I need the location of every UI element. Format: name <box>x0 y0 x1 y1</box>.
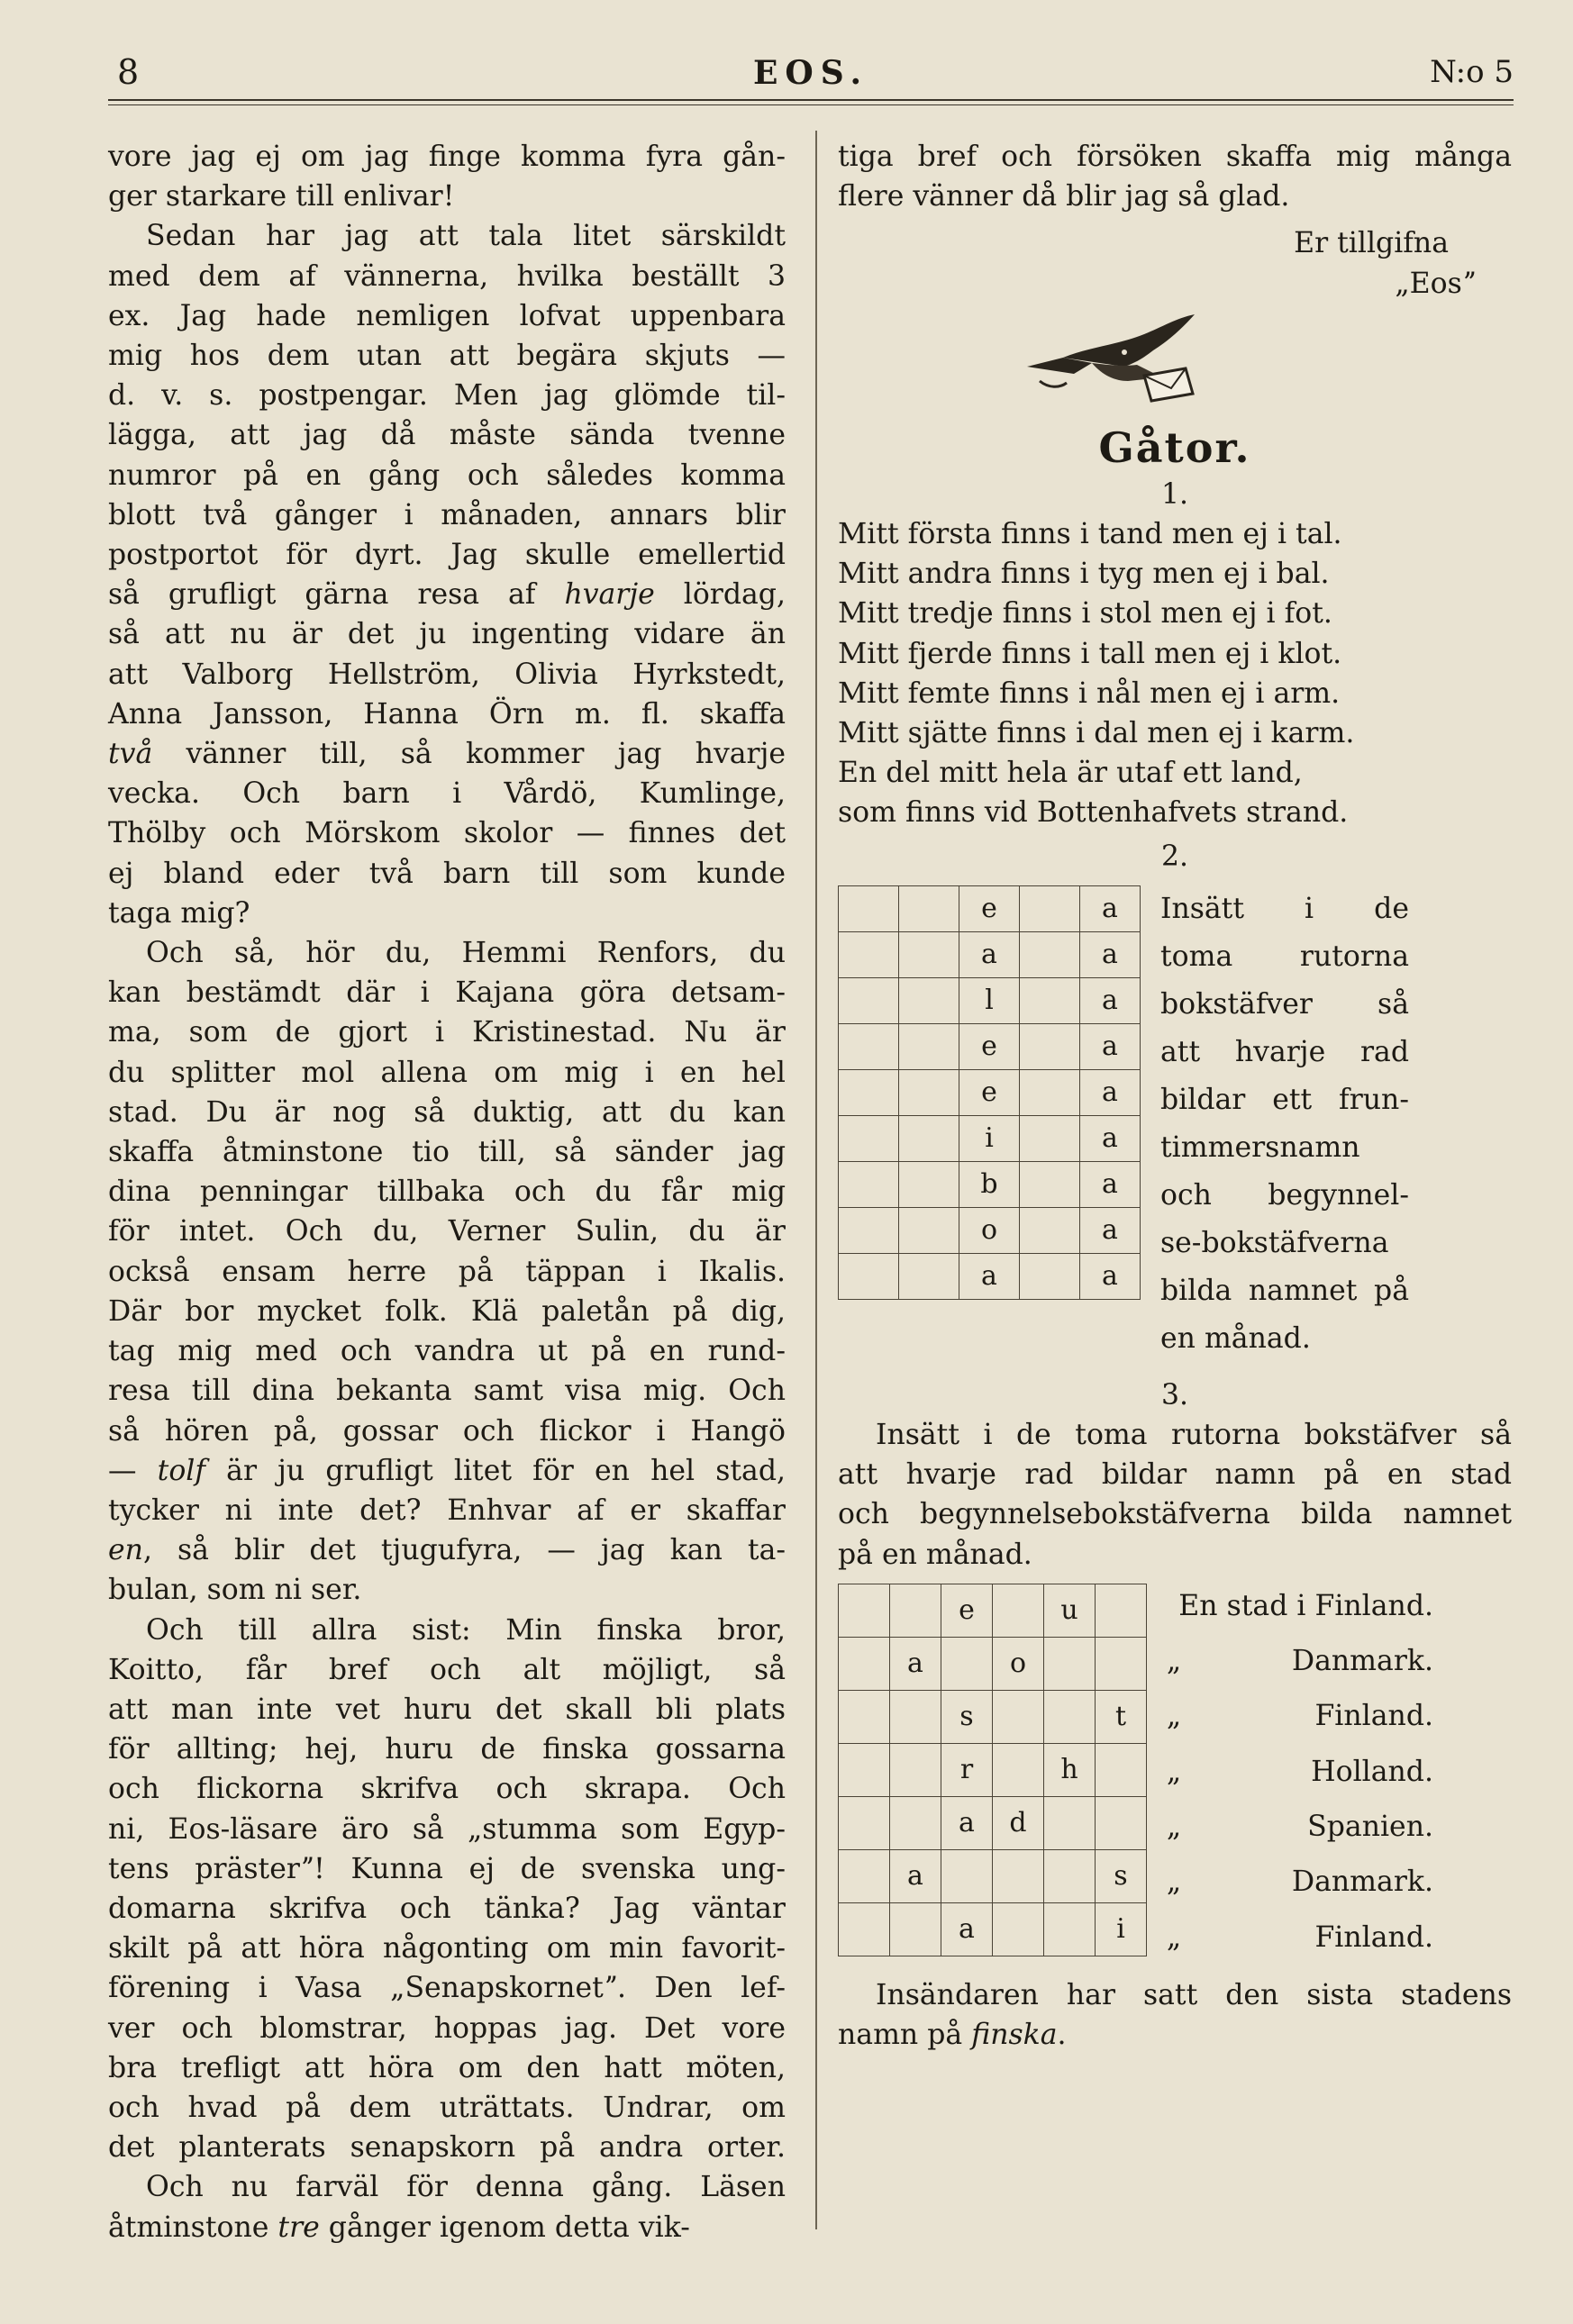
text-line: för allting; hej, huru de finska gossarna <box>108 1733 786 1766</box>
grid-cell: d <box>993 1796 1044 1849</box>
emphasis: en <box>108 1534 143 1567</box>
grid-cell <box>1020 1115 1080 1161</box>
grid-cell <box>839 1584 890 1637</box>
grid-cell <box>1020 1207 1080 1253</box>
text-line: för intet. Och du, Verner Sulin, du är <box>108 1215 786 1248</box>
page-header <box>108 52 1514 97</box>
grid-cell: e <box>941 1584 993 1637</box>
grid-cell: a <box>1080 1253 1141 1299</box>
text-line: så att nu är det ju ingenting vidare än <box>108 618 786 651</box>
grid-cell <box>899 1023 959 1069</box>
country-name: En stad i Finland. <box>1178 1589 1433 1622</box>
text-line: bra trefligt att höra om den hatt möten, <box>108 2051 786 2084</box>
grid-cell <box>993 1849 1044 1902</box>
grid-cell <box>899 977 959 1023</box>
grid-row <box>839 1690 1147 1743</box>
emphasis: tre <box>277 2211 320 2244</box>
grid-cell <box>899 1069 959 1115</box>
text-line: d. v. s. postpengar. Men jag glömde til- <box>108 379 786 413</box>
grid-cell <box>839 977 899 1023</box>
text-line: du splitter mol allena om mig i en hel <box>108 1056 786 1089</box>
grid-row <box>839 1253 1141 1299</box>
text-line: och begynnelsebokstäfverna bilda namnet <box>838 1498 1512 1531</box>
text-line: också ensam herre på täppan i Ikalis. <box>108 1255 786 1288</box>
right-column <box>838 137 1512 2055</box>
grid-cell <box>899 885 959 931</box>
grid-cell <box>1020 1023 1080 1069</box>
riddle-3-instructions <box>838 1415 1512 1575</box>
column-divider <box>815 131 817 2229</box>
text-line: att Valborg Hellström, Olivia Hyrkstedt, <box>108 658 786 691</box>
text-line: med dem af vännerna, hvilka beställt 3 <box>108 259 786 293</box>
text-line: tag mig med och vandra ut på en rund- <box>108 1335 786 1368</box>
grid-cell <box>1044 1796 1096 1849</box>
grid-cell: s <box>1096 1849 1147 1902</box>
grid-row <box>839 1161 1141 1207</box>
text-line: resa till dina bekanta samt visa mig. Och <box>108 1375 786 1408</box>
text-line: taga mig? <box>108 896 250 930</box>
text-line: dina penningar tillbaka och du får mig <box>108 1176 786 1209</box>
signature-greeting: Er tillgifna <box>1294 227 1449 260</box>
grid-cell: o <box>993 1637 1044 1690</box>
grid-cell: b <box>959 1161 1020 1207</box>
grid-cell: a <box>959 1253 1020 1299</box>
text-line: Där bor mycket folk. Klä paletån på dig, <box>108 1294 786 1328</box>
text-line: tiga bref och försöken skaffa mig många <box>838 141 1512 173</box>
ditto-mark: „ <box>1166 1920 1182 1954</box>
riddle-3-labels <box>1156 1584 1433 1970</box>
country-name: Finland. <box>1314 1700 1433 1733</box>
text-line: timmersnamn <box>1160 1130 1360 1164</box>
grid-cell: a <box>1080 1115 1141 1161</box>
city-label <box>1156 1915 1433 1970</box>
grid-cell: a <box>890 1849 941 1902</box>
riddle-1-number: 1. <box>1160 477 1189 511</box>
grid-cell: i <box>1096 1902 1147 1956</box>
grid-cell <box>941 1849 993 1902</box>
riddle-2-instructions <box>1160 885 1409 1363</box>
page-number: 8 <box>117 52 140 92</box>
riddle-line: Mitt fjerde finns i tall men ej i klot. <box>838 637 1342 670</box>
text-line: ej bland eder två barn till som kunde <box>108 857 786 890</box>
text-line: Insätt i de toma rutorna bokstäfver så <box>876 1419 1512 1452</box>
city-label <box>1156 1693 1433 1748</box>
grid-cell <box>839 931 899 977</box>
grid-cell <box>890 1902 941 1956</box>
text-line: tycker ni inte det? Enhvar af er skaffar <box>108 1493 786 1527</box>
city-label <box>1156 1859 1433 1914</box>
text-line: ma, som de gjort i Kristinestad. Nu är <box>108 1016 786 1049</box>
text-line: bildar ett frun- <box>1160 1083 1409 1116</box>
grid-cell: a <box>1080 1023 1141 1069</box>
text-line: Koitto, får bref och alt möjligt, så <box>108 1653 786 1686</box>
text-line: åtminstone tre gånger igenom detta vik- <box>108 2211 690 2244</box>
text-line: och begynnel- <box>1160 1178 1409 1212</box>
text-line: Sedan har jag att tala litet särskildt <box>146 220 786 253</box>
grid-row <box>839 1796 1147 1849</box>
riddle-line: Mitt första finns i tand men ej i tal. <box>838 518 1342 551</box>
text-line: bilda namnet på <box>1160 1274 1409 1307</box>
text-line: — tolf är ju grufligt litet för en hel stad, <box>108 1454 786 1487</box>
text-line: en månad. <box>1160 1321 1311 1355</box>
grid-cell <box>1096 1796 1147 1849</box>
grid-cell <box>890 1584 941 1637</box>
grid-cell <box>839 1023 899 1069</box>
grid-cell <box>890 1690 941 1743</box>
riddle-2-number: 2. <box>1160 840 1189 873</box>
grid-cell <box>1044 1849 1096 1902</box>
grid-cell <box>839 1637 890 1690</box>
grid-cell <box>1044 1637 1096 1690</box>
grid-cell: a <box>941 1796 993 1849</box>
city-label <box>1156 1804 1433 1859</box>
grid-cell <box>839 1796 890 1849</box>
text-line: numror på en gång och således komma <box>108 458 786 492</box>
text-line: flere vänner då blir jag så glad. <box>838 180 1290 213</box>
text-line: och hvad på dem uträttats. Undrar, om <box>108 2091 786 2124</box>
emphasis: tolf <box>157 1454 206 1487</box>
city-label <box>1156 1639 1433 1693</box>
header-rule-thin <box>108 104 1514 105</box>
grid-cell <box>839 1115 899 1161</box>
text-line: se-bokstäfverna <box>1160 1226 1389 1259</box>
grid-row <box>839 977 1141 1023</box>
riddle-3-footer <box>838 1975 1512 2055</box>
grid-row <box>839 1849 1147 1902</box>
grid-cell <box>899 931 959 977</box>
emphasis: finska <box>971 2019 1058 2052</box>
text-line: att man inte vet huru det skall bli plats <box>108 1693 786 1726</box>
riddle-1 <box>838 514 1512 833</box>
grid-cell: a <box>1080 885 1141 931</box>
grid-cell <box>1020 931 1080 977</box>
grid-cell: u <box>1044 1584 1096 1637</box>
grid-cell: i <box>959 1115 1020 1161</box>
text-line: Anna Jansson, Hanna Örn m. fl. skaffa <box>108 697 786 731</box>
grid-cell <box>899 1161 959 1207</box>
grid-row <box>839 1115 1141 1161</box>
grid-cell: a <box>890 1637 941 1690</box>
ditto-mark: „ <box>1166 1811 1182 1844</box>
text-line: ni, Eos-läsare äro så „stumma som Egyp- <box>108 1812 786 1846</box>
text-line: att hvarje rad bildar namn på en stad <box>838 1458 1512 1492</box>
grid-cell <box>899 1115 959 1161</box>
text-line: och flickorna skrifva och skrapa. Och <box>108 1773 786 1806</box>
riddle-line: En del mitt hela är utaf ett land, <box>838 757 1303 790</box>
text-line: Och så, hör du, Hemmi Renfors, du <box>146 937 786 970</box>
riddle-3 <box>838 1584 1512 1970</box>
riddle-line: som finns vid Bottenhafvets strand. <box>838 796 1349 830</box>
riddle-3-number: 3. <box>1160 1378 1189 1412</box>
grid-cell <box>839 1207 899 1253</box>
country-name: Danmark. <box>1291 1645 1433 1678</box>
grid-cell: a <box>1080 977 1141 1023</box>
grid-cell <box>993 1902 1044 1956</box>
grid-cell <box>993 1584 1044 1637</box>
ditto-mark: „ <box>1166 1866 1182 1899</box>
riddle-2-grid <box>838 885 1141 1300</box>
grid-cell: e <box>959 1069 1020 1115</box>
city-label <box>1156 1584 1433 1639</box>
grid-cell <box>1020 1161 1080 1207</box>
grid-cell <box>839 1902 890 1956</box>
country-name: Spanien. <box>1307 1811 1433 1844</box>
text-line: postportot för dyrt. Jag skulle emellertid <box>108 539 786 572</box>
riddle-3-grid <box>838 1584 1147 1956</box>
grid-row <box>839 931 1141 977</box>
grid-cell: a <box>1080 931 1141 977</box>
grid-cell: a <box>959 931 1020 977</box>
text-line: ex. Jag hade nemligen lofvat uppenbara <box>108 299 786 332</box>
grid-cell <box>1020 1253 1080 1299</box>
text-line: vore jag ej om jag finge komma fyra gån- <box>108 141 786 173</box>
grid-row <box>839 1584 1147 1637</box>
grid-cell <box>1096 1584 1147 1637</box>
riddle-line: Mitt sjätte finns i dal men ej i karm. <box>838 717 1355 750</box>
text-line: mig hos dem utan att begära skjuts — <box>108 340 786 373</box>
grid-cell <box>839 885 899 931</box>
publication-title: EOS. <box>752 54 869 92</box>
grid-cell: e <box>959 1023 1020 1069</box>
grid-row <box>839 1902 1147 1956</box>
text-line: en, så blir det tjugufyra, — jag kan ta- <box>108 1534 786 1567</box>
text-line: blott två gånger i månaden, annars blir <box>108 498 786 531</box>
grid-cell: a <box>941 1902 993 1956</box>
text-line: att hvarje rad <box>1160 1035 1409 1068</box>
riddle-line: Mitt femte finns i nål men ej i arm. <box>838 676 1341 710</box>
ditto-mark: „ <box>1166 1700 1182 1733</box>
text-line: skaffa åtminstone tio till, så sänder jag <box>108 1136 786 1169</box>
text-line: stad. Du är nog så duktig, att du kan <box>108 1095 786 1129</box>
letter-ending <box>838 137 1512 216</box>
riddle-line: Mitt tredje finns i stol men ej i fot. <box>838 597 1332 631</box>
grid-cell: l <box>959 977 1020 1023</box>
text-line: förening i Vasa „Senapskornetˮ. Den lef- <box>108 1972 786 2005</box>
grid-cell: r <box>941 1743 993 1796</box>
left-column <box>108 137 786 2247</box>
grid-cell <box>839 1743 890 1796</box>
text-line: ver och blomstrar, hoppas jag. Det vore <box>108 2011 786 2045</box>
grid-cell <box>1044 1902 1096 1956</box>
grid-cell <box>993 1743 1044 1796</box>
grid-cell <box>839 1253 899 1299</box>
grid-cell: t <box>1096 1690 1147 1743</box>
text-line: namn på finska. <box>838 2019 1067 2052</box>
text-line: bokstäfver så <box>1160 987 1409 1021</box>
country-name: Holland. <box>1311 1755 1433 1788</box>
grid-cell <box>1020 977 1080 1023</box>
grid-cell: h <box>1044 1743 1096 1796</box>
grid-cell <box>839 1849 890 1902</box>
text-line: på en månad. <box>838 1538 1032 1571</box>
text-line: domarna skrifva och tänka? Jag väntar <box>108 1892 786 1925</box>
grid-cell <box>890 1796 941 1849</box>
grid-cell: o <box>959 1207 1020 1253</box>
text-line: tens prästerˮ! Kunna ej de svenska ung- <box>108 1852 786 1885</box>
signature-name: „Eosˮ <box>1395 267 1476 300</box>
header-rule <box>108 99 1514 101</box>
text-line: skilt på att höra någonting om min favorit- <box>108 1932 786 1965</box>
grid-row <box>839 1069 1141 1115</box>
grid-cell: a <box>1080 1161 1141 1207</box>
text-line: så hören på, gossar och flickor i Hangö <box>108 1414 786 1448</box>
ditto-mark: „ <box>1166 1755 1182 1788</box>
riddles-heading: Gåtor. <box>1098 422 1251 472</box>
text-line: Och nu farväl för denna gång. Läsen <box>146 2171 786 2204</box>
text-line: Och till allra sist: Min finska bror, <box>146 1613 786 1647</box>
grid-cell <box>839 1690 890 1743</box>
text-line: två vänner till, så kommer jag hvarje <box>108 738 786 771</box>
text-line: ger starkare till enlivar! <box>108 180 455 213</box>
grid-cell: a <box>1080 1207 1141 1253</box>
emphasis: två <box>108 738 153 771</box>
text-line: Insätt i de <box>1160 892 1409 925</box>
grid-cell: s <box>941 1690 993 1743</box>
text-line: Thölby och Mörskom skolor — finnes det <box>108 817 786 850</box>
grid-row <box>839 1743 1147 1796</box>
grid-cell: e <box>959 885 1020 931</box>
ditto-mark: „ <box>1166 1645 1182 1678</box>
grid-cell <box>1096 1637 1147 1690</box>
grid-cell <box>1020 1069 1080 1115</box>
grid-cell <box>839 1069 899 1115</box>
grid-row <box>839 885 1141 931</box>
text-line: vecka. Och barn i Vårdö, Kumlinge, <box>108 777 786 811</box>
text-line: bulan, som ni ser. <box>108 1574 362 1607</box>
grid-cell <box>890 1743 941 1796</box>
text-line: lägga, att jag då måste sända tvenne <box>108 419 786 452</box>
country-name: Danmark. <box>1291 1866 1433 1899</box>
grid-cell <box>899 1207 959 1253</box>
grid-cell <box>941 1637 993 1690</box>
grid-cell <box>1044 1690 1096 1743</box>
grid-row <box>839 1207 1141 1253</box>
country-name: Finland. <box>1314 1920 1433 1954</box>
grid-row <box>839 1023 1141 1069</box>
text-line: toma rutorna <box>1160 940 1409 973</box>
city-label <box>1156 1749 1433 1804</box>
text-line: så grufligt gärna resa af hvarje lördag, <box>108 578 786 612</box>
grid-cell <box>899 1253 959 1299</box>
emphasis: hvarje <box>564 578 655 612</box>
grid-cell: a <box>1080 1069 1141 1115</box>
issue-number: N:o 5 <box>1430 54 1514 90</box>
dove-with-letter-icon <box>1009 311 1207 410</box>
grid-cell <box>1020 885 1080 931</box>
text-line: det planterats senapskorn på andra orter. <box>108 2131 786 2165</box>
riddle-2 <box>838 885 1512 1363</box>
grid-cell <box>993 1690 1044 1743</box>
grid-cell <box>839 1161 899 1207</box>
text-line: kan bestämdt där i Kajana göra detsam- <box>108 976 786 1010</box>
grid-cell <box>1096 1743 1147 1796</box>
text-line: Insändaren har satt den sista stadens <box>876 1978 1512 2011</box>
riddle-line: Mitt andra finns i tyg men ej i bal. <box>838 558 1330 591</box>
grid-row <box>839 1637 1147 1690</box>
